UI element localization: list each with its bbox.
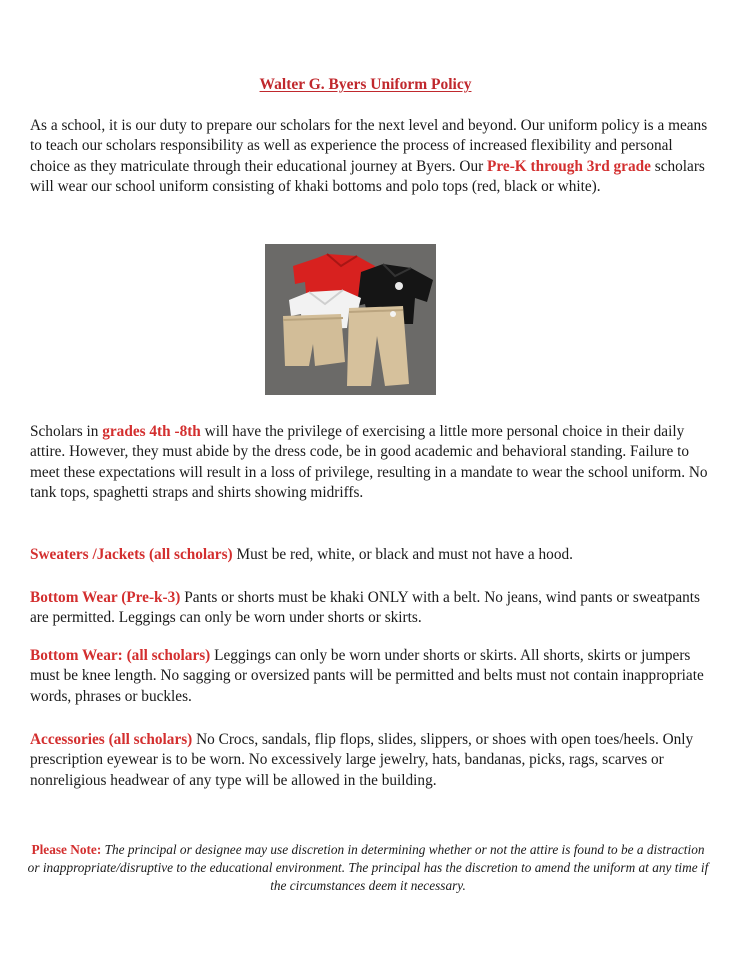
sweaters-text: Must be red, white, or black and must not have a hood. <box>232 546 573 563</box>
bottom-wear-all-text: Leggings can only be worn under shorts or skirts. All shorts, skirts or jumpers must be knee length. No sagging or oversized pants will be permitted and belts must not contain inappropriate words, phrases or buckles. <box>30 647 704 705</box>
page-title: Walter G. Byers Uniform Policy <box>259 76 472 93</box>
accessories-section <box>30 730 710 791</box>
uniform-clothing-photo <box>265 244 436 395</box>
grades-text-after: will have the privilege of exercising a little more personal choice in their daily attire. However, they must abide by the dress code, be in good academic and behavioral standing. Failure to meet these expectations will result in a loss of privilege, resulting in a mandate to wear the school uniform. No tank tops, spaghetti straps and shirts showing midriffs. <box>30 423 708 502</box>
grades-paragraph <box>30 422 710 504</box>
accessories-text: No Crocs, sandals, flip flops, slides, slippers, or shoes with open toes/heels. Only prescription eyewear is to be worn. No excessively large jewelry, hats, bandanas, picks, rags, scarves or nonreligious headwear of any type will be allowed in the building. <box>30 731 694 789</box>
bottom-wear-prek3-section <box>30 588 710 629</box>
please-note <box>26 841 710 895</box>
bottom-wear-all-heading: Bottom Wear: (all scholars) <box>30 647 211 664</box>
intro-text: As a school, it is our duty to prepare our scholars for the next level and beyond. Our uniform policy is a means to teach our scholars responsibility as well as experience the process of increased flexibility and personal choice as they matriculate through their educational journey at Byers. Our <box>30 117 708 175</box>
bottom-wear-prek3-heading: Bottom Wear (Pre-k-3) <box>30 589 181 606</box>
please-note-label: Please Note: <box>31 842 102 857</box>
sweaters-heading: Sweaters /Jackets (all scholars) <box>30 546 233 563</box>
intro-text-after: scholars will wear our school uniform consisting of khaki bottoms and polo tops (red, black or white). <box>30 157 705 196</box>
sweaters-section <box>30 545 710 565</box>
bottom-wear-prek3-text: Pants or shorts must be khaki ONLY with a belt. No jeans, wind pants or sweatpants are permitted. Leggings can only be worn under shorts or skirts. <box>30 589 701 627</box>
intro-highlight: Pre-K through 3rd grade <box>487 157 651 175</box>
grades-highlight: grades 4th -8th <box>102 423 201 440</box>
grades-text: Scholars in <box>30 423 103 440</box>
bottom-wear-all-section <box>30 646 710 707</box>
accessories-heading: Accessories (all scholars) <box>30 731 193 748</box>
please-note-text: The principal or designee may use discretion in determining whether or not the attire is found to be a distraction or inappropriate/disruptive to the educational environment. The principal has the discretion to amend the uniform at any time if the circumstances deem it necessary. <box>27 842 709 893</box>
intro-paragraph <box>30 116 710 198</box>
